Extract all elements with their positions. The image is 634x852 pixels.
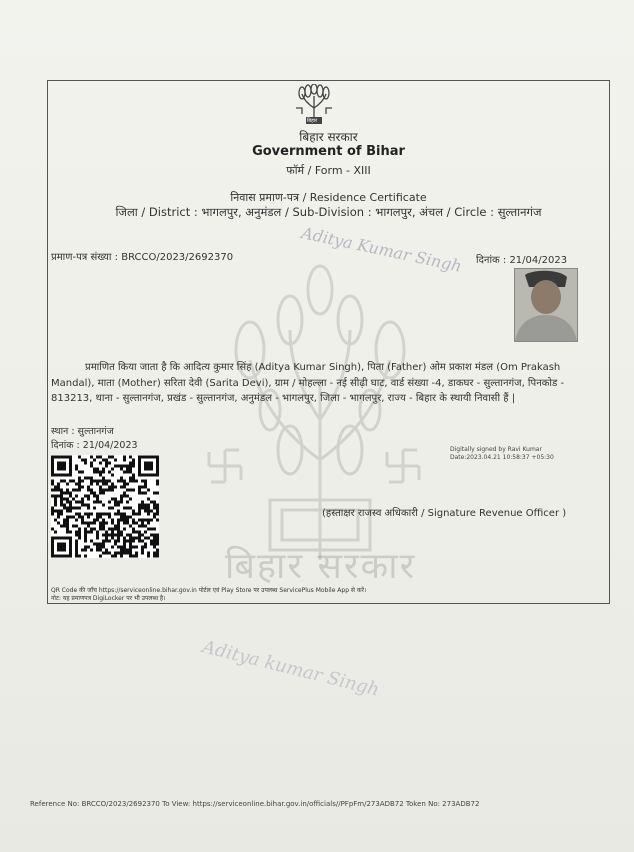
issue-date: दिनांक : 21/04/2023 (51, 440, 138, 451)
digilocker-note: नोट: यह प्रमाणपत्र DigiLocker पर भी उपलब्ध है। (51, 595, 166, 602)
qr-code-icon (51, 455, 159, 558)
form-number: फॉर्म / Form - XIII (286, 164, 371, 177)
handwritten-name-bottom: Aditya kumar Singh (200, 636, 382, 701)
certificate-date: दिनांक : 21/04/2023 (476, 255, 568, 266)
certificate-title: निवास प्रमाण-पत्र / Residence Certificate (230, 191, 427, 204)
qr-code (51, 455, 159, 558)
state-name-hindi: बिहार सरकार (299, 130, 358, 144)
digital-signature (450, 446, 554, 462)
certificate-body: प्रमाणित किया जाता है कि आदित्य कुमार सिंह (Aditya Kumar Singh), पिता (Father) ओम प्रकाश मंडल (Om Prakash Mandal), माता (Mother) सरिता देवी (Sarita Devi), ग्राम / मोहल्ला - नई सीढ़ी घाट, वार्ड संख्या -4, डाकघर - सुल्तानगंज, पिनकोड - 813213, थाना - सुल्तानगंज, प्रखंड - सुल्तानगंज, अनुमंडल - भागलपुर, जिला - भागलपुर, राज्य - बिहार के स्थायी निवासी हैं | (51, 362, 565, 404)
digital-signature-name: Digitally signed by Ravi Kumar (450, 446, 542, 453)
handwritten-name-top: Aditya Kumar Singh (299, 223, 464, 276)
bihar-sarkar-watermark: बिहार सरकार (225, 546, 417, 587)
qr-verification-note: QR Code की जाँच https://serviceonline.bihar.gov.in पोर्टल एवं Play Store पर उपलब्ध ServicePlus Mobile App से करें। (51, 587, 367, 594)
applicant-photo (514, 268, 578, 342)
emblem-label: बिहार (307, 118, 318, 124)
digital-signature-date: Date:2023.04.21 10:58:37 +05:30 (450, 454, 554, 461)
certificate-number: प्रमाण-पत्र संख्या : BRCCO/2023/2692370 (51, 252, 234, 263)
person-photo-icon (515, 269, 577, 341)
issue-place: स्थान : सुल्तानगंज (51, 426, 114, 437)
district-line: जिला / District : भागलपुर, अनुमंडल / Sub-Division : भागलपुर, अंचल / Circle : सुल्तानगंज (115, 205, 542, 219)
reference-footer: Reference No: BRCCO/2023/2692370 To View: https://serviceonline.bihar.gov.in/officials//PFpFm/273ADB72 Token No: 273ADB72 (30, 800, 480, 808)
government-title: Government of Bihar (252, 144, 405, 159)
signature-label: (हस्ताक्षर राजस्व अधिकारी / Signature Revenue Officer ) (322, 508, 567, 519)
